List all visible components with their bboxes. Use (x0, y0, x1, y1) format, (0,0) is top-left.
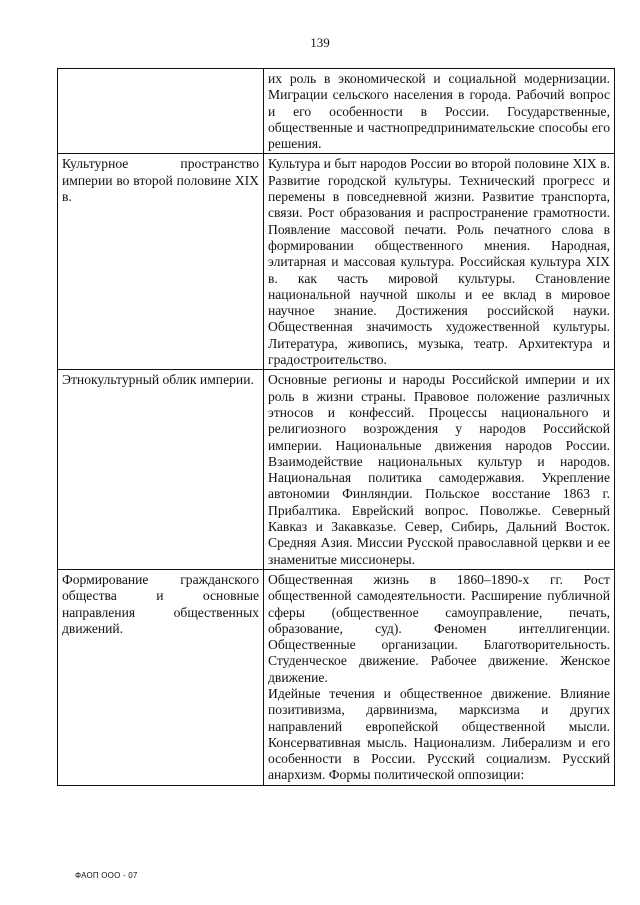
topic-cell (58, 69, 264, 154)
content-paragraph: их роль в экономической и социальной модернизации. Миграции сельского населения в города. Рабочий вопрос и его особенности в России. Государственные, общественные и частнопредпринимательские способы его решения. (268, 71, 610, 152)
content-paragraph: Идейные течения и общественное движение. Влияние позитивизма, дарвинизма, марксизма и других направлений европейской общественной мысли. Консервативная мысль. Национализм. Либерализм и его особенности в России. Русский социализм. Русский анархизм. Формы политической оппозиции: (268, 685, 610, 783)
table-row (58, 370, 615, 570)
topic-cell: Формирование гражданского общества и основные направления общественных движений. (58, 569, 264, 785)
table-row (58, 69, 615, 154)
content-cell (264, 370, 615, 570)
topic-cell: Этнокультурный облик империи. (58, 370, 264, 570)
page-number: 139 (310, 35, 330, 50)
footer-code: ФАОП ООО - 07 (75, 871, 138, 880)
content-paragraph: Общественная жизнь в 1860–1890-х гг. Рост общественной самодеятельности. Расширение публичной сферы (общественное самоуправление, печать, образование, суд). Феномен интеллигенции. Общественные организации. Благотворительность. Студенческое движение. Рабочее движение. Женское движение. (268, 571, 610, 685)
table-row (58, 569, 615, 785)
content-cell (264, 154, 615, 370)
topic-cell: Культурное пространство империи во второй половине XIX в. (58, 154, 264, 370)
content-cell (264, 569, 615, 785)
content-paragraph: Культура и быт народов России во второй половине XIX в. Развитие городской культуры. Технический прогресс и перемены в повседневной жизни. Развитие транспорта, связи. Рост образования и распространение грамотности. Появление массовой печати. Роль печатного слова в формировании общественного мнения. Народная, элитарная и массовая культура. Российская культура XIX в. как часть мировой культуры. Становление национальной научной школы и ее вклад в мировое научное знание. Достижения российской науки. Общественная значимость художественной культуры. Литература, живопись, музыка, театр. Архитектура и градостроительство. (268, 156, 610, 368)
table-row (58, 154, 615, 370)
content-cell (264, 69, 615, 154)
content-paragraph: Основные регионы и народы Российской империи и их роль в жизни страны. Правовое положение различных этносов и конфессий. Процессы национального и религиозного возрождения у народов Российской империи. Национальные движения народов России. Взаимодействие национальных культур и народов. Национальная политика самодержавия. Укрепление автономии Финляндии. Польское восстание 1863 г. Прибалтика. Еврейский вопрос. Поволжье. Северный Кавказ и Закавказье. Север, Сибирь, Дальний Восток. Средняя Азия. Миссии Русской православной церкви и ее знаменитые миссионеры. (268, 372, 610, 567)
content-table (57, 68, 615, 786)
